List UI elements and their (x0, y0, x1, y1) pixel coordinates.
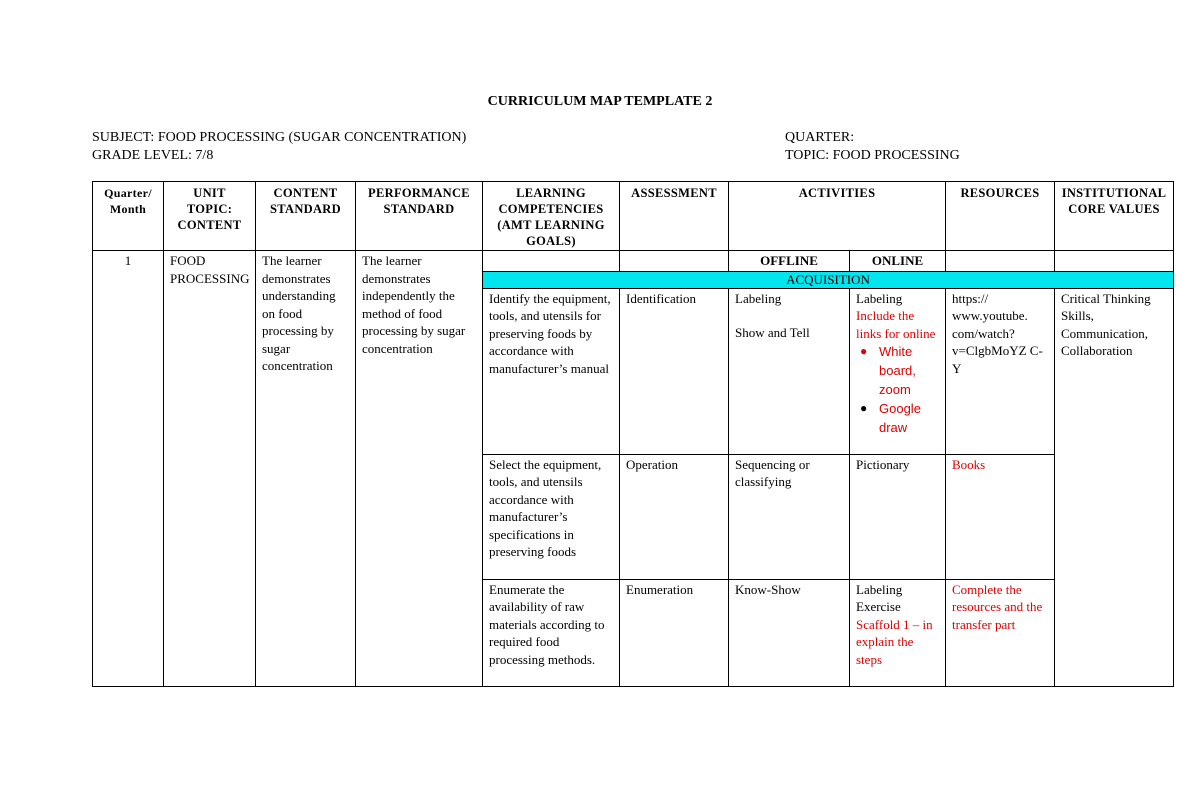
online-activity-cell (850, 579, 946, 686)
online-subheader: ONLINE (850, 251, 946, 272)
col-header-learning-competencies: LEARNING COMPETENCIES (AMT LEARNING GOALS) (483, 182, 620, 251)
header-row (93, 182, 1174, 251)
offline-subheader: OFFLINE (729, 251, 850, 272)
competency-cell: Enumerate the availability of raw materials according to required food processing methods. (483, 579, 620, 686)
performance-standard-cell: The learner demonstrates independently the method of food processing by sugar concentration (356, 251, 483, 687)
col-header-core-values: INSTITUTIONAL CORE VALUES (1055, 182, 1174, 251)
curriculum-map-table (92, 181, 1174, 687)
empty-cell (483, 251, 620, 272)
online-activity: Labeling (856, 290, 903, 306)
empty-cell (946, 251, 1055, 272)
online-note: Scaffold 1 – in explain the steps (856, 616, 933, 667)
subject-line: SUBJECT: FOOD PROCESSING (SUGAR CONCENTRATION) (92, 130, 467, 145)
bullet-icon: ● (860, 401, 868, 415)
col-header-performance-standard: PERFORMANCE STANDARD (356, 182, 483, 251)
competency-cell: Identify the equipment, tools, and utensils for preserving foods by accordance with manufacturer’s manual (483, 288, 620, 454)
offline-activity: Labeling (735, 290, 782, 306)
header-left (92, 129, 466, 165)
resource-cell: Books (946, 454, 1055, 579)
col-header-quarter: Quarter/ Month (93, 182, 164, 251)
quarter-cell: 1 (93, 251, 164, 687)
subheader-row (93, 251, 1174, 272)
resource-cell: https:// www.youtube. com/watch? v=ClgbMoYZ C-Y (946, 288, 1055, 454)
offline-activity-cell: Know-Show (729, 579, 850, 686)
col-header-unit-topic: UNIT TOPIC: CONTENT (164, 182, 256, 251)
grade-level-line: GRADE LEVEL: 7/8 (92, 148, 214, 163)
assessment-cell: Enumeration (620, 579, 729, 686)
col-header-activities: ACTIVITIES (729, 182, 946, 251)
list-item: ● White board, zoom (860, 344, 916, 397)
online-activity: Labeling Exercise (856, 581, 903, 614)
bullet-icon: ● (860, 344, 868, 358)
acquisition-band: ACQUISITION (483, 271, 1174, 288)
resource-cell: Complete the resources and the transfer part (946, 579, 1055, 686)
assessment-cell: Operation (620, 454, 729, 579)
document-title: CURRICULUM MAP TEMPLATE 2 (487, 94, 713, 109)
col-header-content-standard: CONTENT STANDARD (256, 182, 356, 251)
col-header-resources: RESOURCES (946, 182, 1055, 251)
empty-cell (620, 251, 729, 272)
offline-activity-cell: Sequencing or classifying (729, 454, 850, 579)
empty-cell (1055, 251, 1174, 272)
topic-line: TOPIC: FOOD PROCESSING (785, 148, 960, 163)
header-right (785, 129, 960, 165)
assessment-cell: Identification (620, 288, 729, 454)
core-values-cell: Critical Thinking Skills, Communication, Collaboration (1055, 288, 1174, 686)
competency-cell: Select the equipment, tools, and utensils accordance with manufacturer’s specifications in preserving foods (483, 454, 620, 579)
content-standard-cell: The learner demonstrates understanding on food processing by sugar concentration (256, 251, 356, 687)
online-activity-cell (850, 288, 946, 454)
online-activity-cell: Pictionary (850, 454, 946, 579)
offline-activity: Show and Tell (735, 325, 810, 340)
offline-activity-cell (729, 288, 850, 454)
col-header-assessment: ASSESSMENT (620, 182, 729, 251)
online-note: Include the links for online (856, 308, 936, 341)
quarter-line: QUARTER: (785, 130, 855, 145)
unit-topic-cell: FOOD PROCESSING (164, 251, 256, 687)
list-item: ● Google draw (860, 401, 921, 435)
online-tools-list (856, 342, 939, 437)
